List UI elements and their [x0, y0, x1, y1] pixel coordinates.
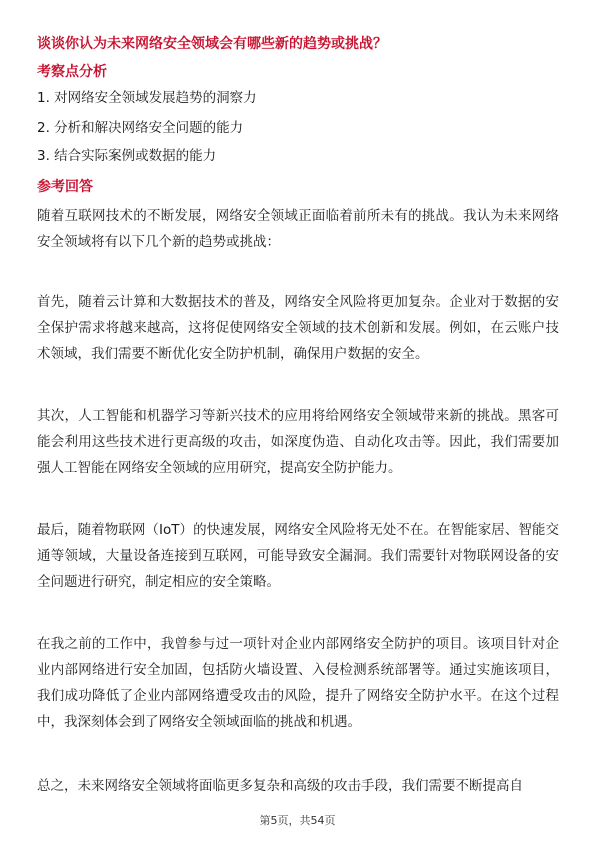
answer-paragraph-last: 最后，随着物联网（IoT）的快速发展，网络安全风险将无处不在。在智能家居、智能交通等领域，大量设备连接到互联网，可能导致安全漏洞。我们需要针对物联网设备的安全问题进行研究，制定相应的安全策略。	[37, 522, 559, 590]
answer-paragraph-summary: 总之，未来网络安全领域将面临更多复杂和高级的攻击手段，我们需要不断提高自	[37, 778, 523, 794]
analysis-point: 3. 结合实际案例或数据的能力	[37, 148, 217, 164]
answer-paragraph-experience: 在我之前的工作中，我曾参与过一项针对企业内部网络安全防护的项目。该项目针对企业内部网络进行安全加固，包括防火墙设置、入侵检测系统部署等。通过实施该项目，我们成功降低了企业内部网络遭受攻击的风险，提升了网络安全防护水平。在这个过程中，我深刻体会到了网络安全领域面临的挑战和机遇。	[37, 636, 559, 730]
answer-paragraph-intro: 随着互联网技术的不断发展，网络安全领域正面临着前所未有的挑战。我认为未来网络安全领域将有以下几个新的趋势或挑战：	[37, 208, 559, 250]
answer-heading: 参考回答	[37, 179, 93, 195]
page-number-footer: 第5页，共54页	[259, 814, 336, 827]
analysis-heading: 考察点分析	[37, 64, 107, 80]
answer-paragraph-second: 其次，人工智能和机器学习等新兴技术的应用将给网络安全领域带来新的挑战。黑客可能会利用这些技术进行更高级的攻击，如深度伪造、自动化攻击等。因此，我们需要加强人工智能在网络安全领域的应用研究，提高安全防护能力。	[37, 408, 559, 476]
analysis-point: 2. 分析和解决网络安全问题的能力	[37, 120, 244, 136]
answer-paragraph-first: 首先，随着云计算和大数据技术的普及，网络安全风险将更加复杂。企业对于数据的安全保护需求将越来越高，这将促使网络安全领域的技术创新和发展。例如，在云账户技术领域，我们需要不断优化安全防护机制，确保用户数据的安全。	[37, 294, 559, 362]
question-title: 谈谈你认为未来网络安全领域会有哪些新的趋势或挑战？	[37, 36, 387, 52]
analysis-point: 1. 对网络安全领域发展趋势的洞察力	[37, 90, 257, 106]
